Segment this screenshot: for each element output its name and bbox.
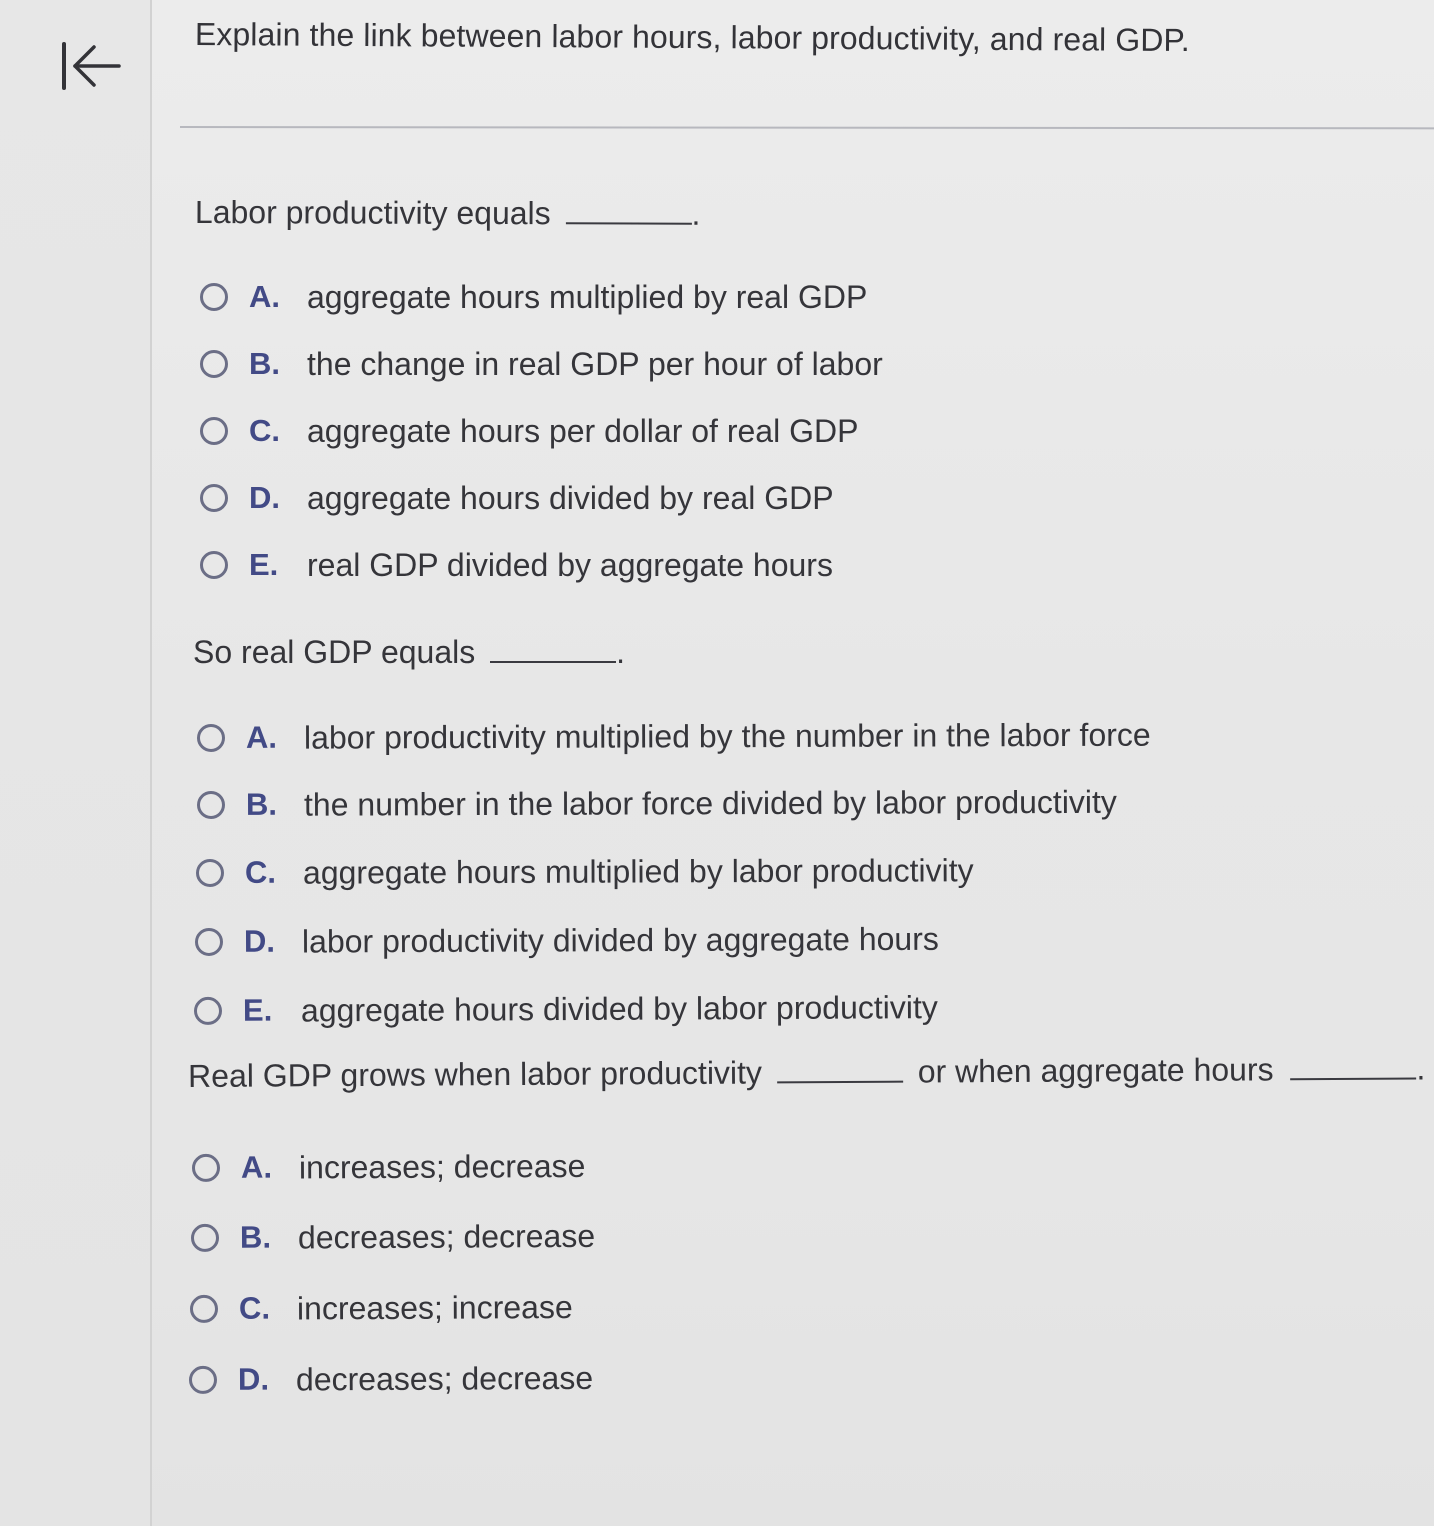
q1-option-a[interactable]: [200, 275, 867, 319]
answer-blank: [490, 637, 616, 663]
option-letter: D.: [243, 923, 276, 959]
option-text: aggregate hours multiplied by real GDP: [307, 278, 868, 315]
page-title: Explain the link between labor hours, labor productivity, and real GDP.: [194, 16, 1190, 59]
prompt-text: Labor productivity equals: [194, 194, 551, 232]
q1-option-b[interactable]: [200, 342, 883, 386]
prompt-text: So real GDP equals: [193, 634, 476, 670]
radio-button[interactable]: [194, 997, 222, 1025]
answer-blank-2: [1290, 1053, 1416, 1080]
question-3-prompt: [188, 1050, 1425, 1095]
prompt-period: .: [1416, 1050, 1426, 1087]
radio-button[interactable]: [200, 551, 228, 579]
q1-option-c[interactable]: [200, 409, 858, 453]
radio-button[interactable]: [197, 724, 225, 752]
option-letter: A.: [249, 279, 280, 314]
option-text: decreases; decrease: [297, 1217, 596, 1255]
option-text: real GDP divided by aggregate hours: [307, 546, 833, 583]
option-letter: C.: [238, 1290, 271, 1326]
radio-button[interactable]: [195, 928, 223, 956]
q3-option-c[interactable]: [190, 1285, 573, 1331]
prompt-period: .: [691, 195, 701, 232]
question-2-prompt: [193, 634, 625, 671]
q2-option-b[interactable]: [197, 780, 1117, 827]
option-text: labor productivity multiplied by the number in the labor force: [303, 716, 1151, 756]
radio-button[interactable]: [200, 417, 228, 445]
option-text: the number in the labor force divided by labor productivity: [303, 783, 1117, 823]
option-text: aggregate hours divided by real GDP: [307, 479, 834, 516]
option-text: decreases; decrease: [295, 1359, 594, 1397]
option-text: labor productivity divided by aggregate hours: [301, 920, 939, 960]
q2-option-e[interactable]: [194, 985, 938, 1033]
radio-button[interactable]: [192, 1154, 220, 1182]
option-letter: E.: [249, 547, 279, 582]
radio-button[interactable]: [196, 859, 224, 887]
option-letter: B.: [245, 786, 278, 822]
radio-button[interactable]: [190, 1295, 218, 1323]
radio-button[interactable]: [200, 350, 228, 378]
q3-option-b[interactable]: [191, 1214, 595, 1260]
option-text: aggregate hours per dollar of real GDP: [307, 412, 859, 449]
title-divider: [180, 126, 1434, 129]
option-letter: C.: [244, 854, 277, 890]
prompt-middle-text: or when aggregate hours: [917, 1051, 1274, 1090]
option-text: aggregate hours divided by labor productivity: [300, 988, 938, 1028]
option-letter: D.: [249, 480, 280, 515]
radio-button[interactable]: [200, 484, 228, 512]
option-letter: B.: [249, 346, 280, 381]
option-letter: E.: [242, 992, 273, 1028]
radio-button[interactable]: [200, 283, 228, 311]
question-1-prompt: [195, 194, 701, 233]
option-text: increases; increase: [296, 1288, 573, 1326]
radio-button[interactable]: [197, 791, 225, 819]
option-text: increases; decrease: [298, 1147, 586, 1185]
q2-option-d[interactable]: [195, 917, 939, 964]
q1-option-e[interactable]: [200, 543, 833, 587]
option-letter: A.: [245, 719, 278, 755]
option-letter: C.: [249, 413, 280, 448]
answer-blank: [566, 198, 692, 224]
option-text: aggregate hours multiplied by labor productivity: [302, 851, 974, 891]
q3-option-d[interactable]: [189, 1356, 593, 1402]
q3-option-a[interactable]: [192, 1144, 586, 1190]
q1-option-d[interactable]: [200, 476, 834, 520]
radio-button[interactable]: [191, 1224, 219, 1252]
option-letter: B.: [239, 1219, 272, 1255]
q2-option-c[interactable]: [196, 848, 974, 895]
option-text: the change in real GDP per hour of labor: [307, 345, 883, 382]
answer-blank-1: [777, 1057, 903, 1084]
option-letter: A.: [240, 1149, 273, 1185]
prompt-period: .: [616, 634, 626, 670]
option-letter: D.: [237, 1361, 270, 1397]
radio-button[interactable]: [189, 1366, 217, 1394]
q2-option-a[interactable]: [197, 713, 1151, 760]
prompt-text: Real GDP grows when labor productivity: [188, 1054, 763, 1094]
